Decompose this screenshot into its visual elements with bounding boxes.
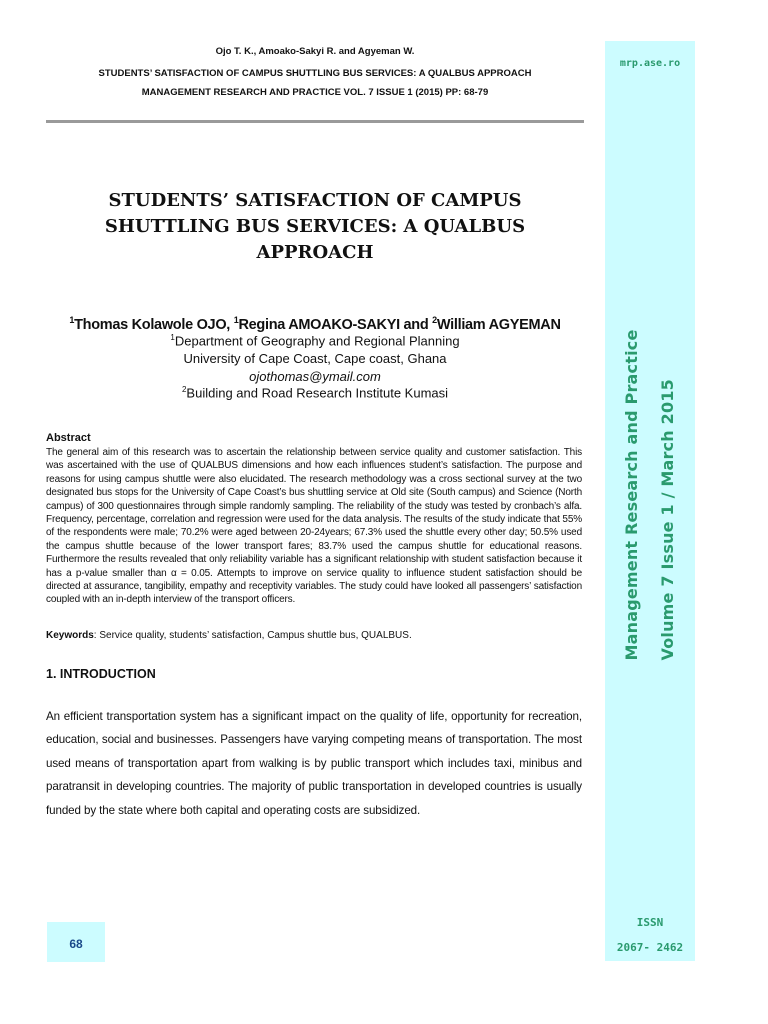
author-list <box>46 315 584 333</box>
issn-number: 2067- 2462 <box>616 941 684 954</box>
paper-title: STUDENTS’ SATISFACTION OF CAMPUS SHUTTLING BUS SERVICES: A QUALBUS APPROACH <box>104 190 526 263</box>
running-header-title: STUDENTS’ SATISFACTION OF CAMPUS SHUTTLING BUS SERVICES: A QUALBUS APPROACH <box>98 68 532 79</box>
keywords <box>46 629 582 642</box>
volume-issue: Volume 7 Issue 1 / March 2015 <box>658 379 677 661</box>
author-name: William AGYEMAN <box>436 316 561 333</box>
affiliation-university: University of Cape Coast, Cape coast, Ghana <box>183 351 447 366</box>
keywords-label: Keywords <box>46 630 94 641</box>
author-name: Thomas Kolawole OJO, <box>74 316 234 333</box>
running-header-journal: MANAGEMENT RESEARCH AND PRACTICE VOL. 7 ISSUE 1 (2015) PP: 68-79 <box>141 87 489 98</box>
journal-name: Management Research and Practice <box>622 329 641 661</box>
author-sup: 2 <box>432 315 437 325</box>
journal-vertical-banner <box>614 329 686 660</box>
affiliation-sup: 1 <box>170 333 175 342</box>
affiliation-1 <box>46 333 584 348</box>
running-header-authors: Ojo T. K., Amoako-Sakyi R. and Agyeman W. <box>215 46 415 57</box>
introduction-paragraph: An efficient transportation system has a significant impact on the quality of life, opportunity for recreation, education, social and businesses. Passengers have varying competing means of transportation. The most used means of transportation apart from walking is by public transport which includes taxi, minibus and paratransit in developing countries. The majority of public transportation in developed countries is usually funded by the state where both capital and operating costs are subsidized. <box>46 710 582 817</box>
section-heading-introduction: 1. INTRODUCTION <box>46 667 156 681</box>
affiliation-sup: 2 <box>181 385 187 394</box>
author-name: Regina AMOAKO-SAKYI and <box>238 316 433 333</box>
abstract-text: The general aim of this research was to ascertain the relationship between service quality and customer satisfaction. This was ascertained with the use of QUALBUS dimensions and how each influences student’s satisfaction. The purpose and reasons for using campus shuttle were also elucidated. The research methodology was a cross sectional survey at the two designated bus stops for the University of Cape Coast’s bus shuttling service at Old site (South campus) and Science (North campus) of 300 questionnaires through simple randomly sampling. The reliability of the study was tested by cronbach’s alfa. Frequency, percentage, correlation and regression were used for the data analysis. The results of the study indicate that 55% of the respondents were male; 70.2% were aged between 20-24years; 67.3% used the shuttle every other day; 50.5% used the campus shuttle because of the lower transport fares; 83.7% used the campus shuttle for educational reasons. Furthermore the results revealed that only reliability variable has a significant relationship with student satisfaction because it has a p-value smaller than α = 0.05. Attempts to improve on service quality to influence student satisfaction should be directed at assurance, tangibility, empathy and receptivity variables. The study could have looked all passengers’ satisfaction coupled with an in-depth interview of the transport officers. <box>46 447 582 606</box>
affiliation-text: Department of Geography and Regional Planning <box>174 333 460 349</box>
author-email[interactable]: ojothomas@ymail.com <box>249 369 381 384</box>
author-sup: 1 <box>69 315 75 325</box>
issn-label: ISSN <box>636 916 664 929</box>
header-divider <box>46 120 584 123</box>
author-sup: 1 <box>233 315 239 325</box>
page-number: 68 <box>47 922 105 962</box>
journal-url[interactable]: mrp.ase.ro <box>619 58 681 69</box>
affiliation-2 <box>46 385 584 400</box>
affiliation-text: Building and Road Research Institute Kumasi <box>186 385 449 401</box>
abstract-heading: Abstract <box>46 432 91 444</box>
keywords-text: : Service quality, students’ satisfaction, Campus shuttle bus, QUALBUS. <box>93 630 412 641</box>
